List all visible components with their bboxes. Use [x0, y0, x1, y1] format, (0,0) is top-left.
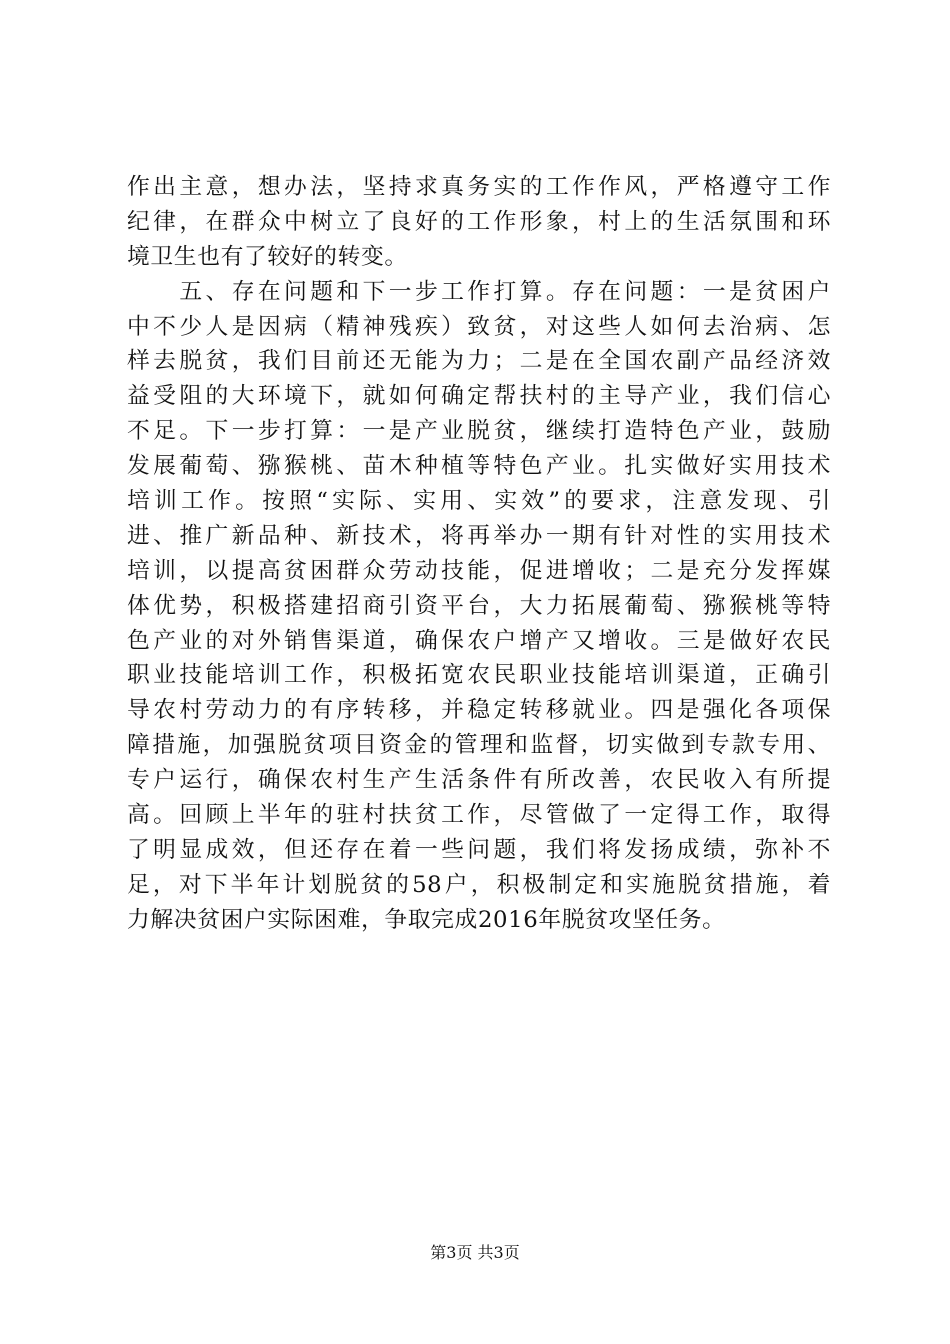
- text-line: 样去脱贫，我们目前还无能为力；二是在全国农副产品经济效: [127, 348, 831, 375]
- text-line: 导农村劳动力的有序转移，并稳定转移就业。四是强化各项保: [127, 697, 831, 724]
- text-line: 发展葡萄、猕猴桃、苗木种植等特色产业。扎实做好实用技术: [127, 453, 831, 480]
- text-line: 色产业的对外销售渠道，确保农户增产又增收。三是做好农民: [127, 627, 831, 654]
- text-line: 培训，以提高贫困群众劳动技能，促进增收；二是充分发挥媒: [127, 557, 831, 584]
- text-line: 了明显成效，但还存在着一些问题，我们将发扬成绩，弥补不: [127, 836, 831, 863]
- text-line: 障措施，加强脱贫项目资金的管理和监督，切实做到专款专用、: [127, 732, 831, 759]
- text-line: 足，对下半年计划脱贫的58户，积极制定和实施脱贫措施，着: [127, 871, 831, 898]
- text-line: 益受阻的大环境下，就如何确定帮扶村的主导产业，我们信心: [127, 383, 831, 410]
- document-body: [127, 170, 831, 938]
- text-line: 专户运行，确保农村生产生活条件有所改善，农民收入有所提: [127, 767, 831, 794]
- text-line: 力解决贫困户实际困难，争取完成2016年脱贫攻坚任务。: [127, 906, 726, 933]
- text-line: 作出主意，想办法，坚持求真务实的工作作风，严格遵守工作: [127, 174, 831, 200]
- text-line: 不足。下一步打算：一是产业脱贫，继续打造特色产业，鼓励: [127, 418, 831, 445]
- text-line: 体优势，积极搭建招商引资平台，大力拓展葡萄、猕猴桃等特: [127, 592, 831, 619]
- text-line: 进、推广新品种、新技术，将再举办一期有针对性的实用技术: [127, 522, 831, 549]
- text-line: 五、存在问题和下一步工作打算。存在问题：一是贫困户: [127, 278, 831, 305]
- text-line: 中不少人是因病（精神残疾）致贫，对这些人如何去治病、怎: [127, 313, 831, 340]
- text-line: 职业技能培训工作，积极拓宽农民职业技能培训渠道，正确引: [127, 662, 831, 689]
- page-number-footer: 第3页 共3页: [430, 1243, 520, 1262]
- text-line: 纪律，在群众中树立了良好的工作形象，村上的生活氛围和环: [127, 208, 831, 235]
- text-line: 境卫生也有了较好的转变。: [127, 243, 408, 270]
- text-line: 高。回顾上半年的驻村扶贫工作，尽管做了一定得工作，取得: [127, 802, 831, 829]
- text-line: 培训工作。按照“实际、实用、实效”的要求，注意发现、引: [127, 488, 831, 515]
